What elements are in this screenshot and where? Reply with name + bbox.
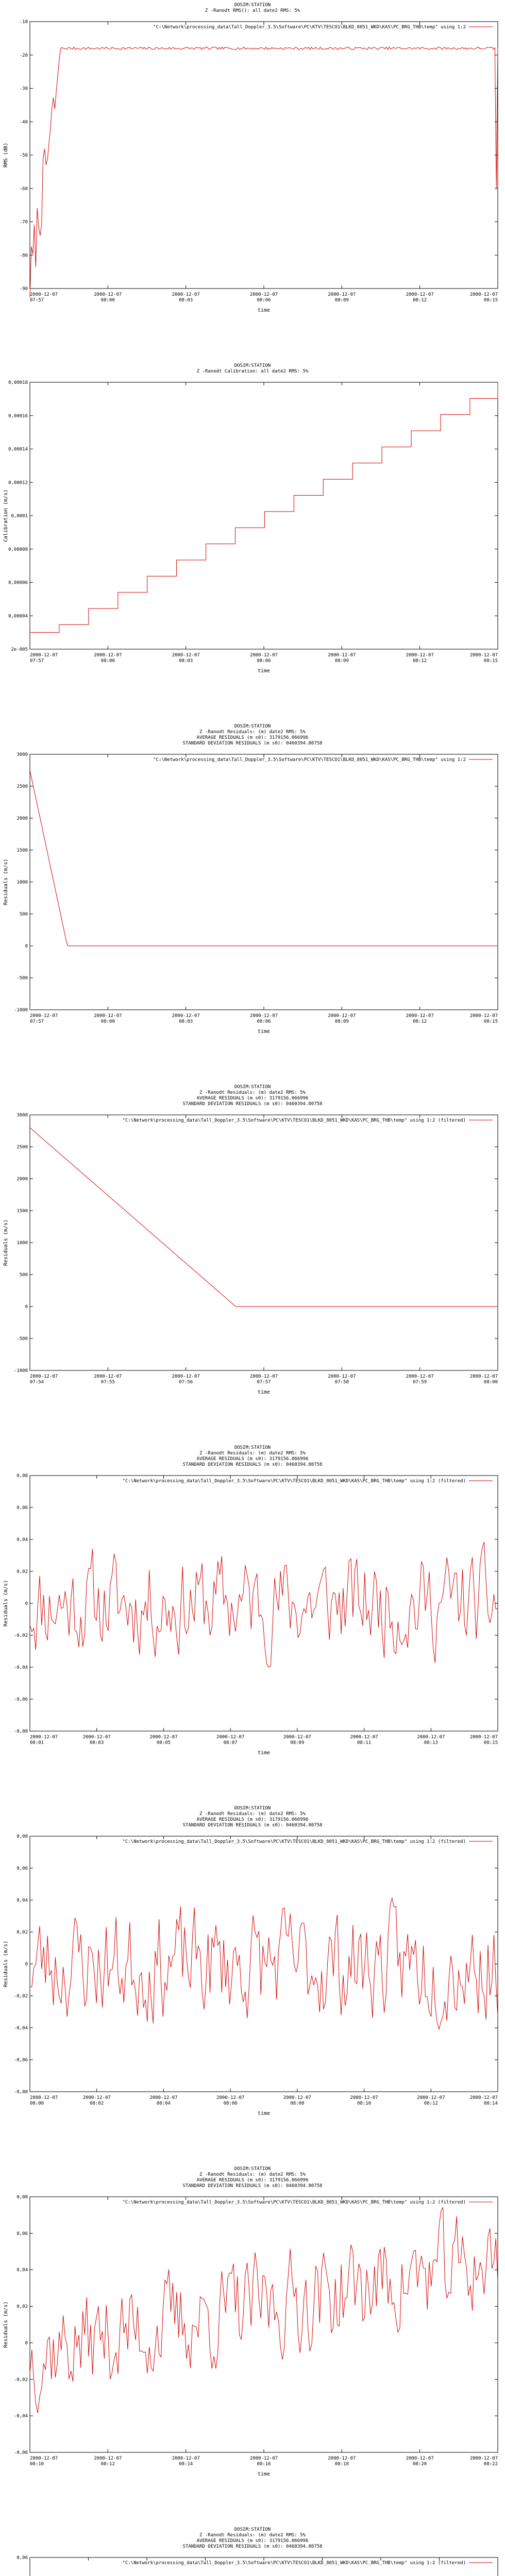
y-axis-label: RMS (dB) xyxy=(3,142,9,168)
series-line xyxy=(30,382,498,633)
x-tick-time: 08:15 xyxy=(483,1740,498,1745)
x-tick-time: 08:00 xyxy=(100,1019,115,1024)
x-tick-date: 2000-12-07 xyxy=(283,2095,311,2100)
y-tick-label: -0,04 xyxy=(13,2026,28,2031)
y-tick-label: -50 xyxy=(19,153,28,158)
y-tick-label: -30 xyxy=(19,86,28,92)
chart-title-line: DOSIM:STATION xyxy=(234,1806,271,1811)
series-line xyxy=(30,770,498,946)
x-tick-time: 08:01 xyxy=(30,1740,44,1745)
chart-8 xyxy=(0,2524,505,2576)
y-tick-label: 3000 xyxy=(16,1113,28,1118)
x-tick-date: 2000-12-07 xyxy=(469,292,498,297)
y-tick-label: -0,06 xyxy=(13,2450,28,2455)
x-tick-date: 2000-12-07 xyxy=(283,1735,311,1740)
y-tick-label: 500 xyxy=(19,912,28,917)
x-tick-time: 08:09 xyxy=(334,298,349,303)
x-tick-date: 2000-12-07 xyxy=(30,292,58,297)
chart-title-line: DOSIM:STATION xyxy=(234,363,271,368)
chart-title-line: AVERAGE RESIDUALS (m s0): 3179156.066996 xyxy=(196,1456,309,1462)
x-tick-time: 08:18 xyxy=(334,2462,349,2467)
x-tick-time: 08:03 xyxy=(179,1019,193,1024)
x-tick-time: 08:15 xyxy=(483,658,498,664)
y-tick-label: -0,04 xyxy=(13,2414,28,2419)
x-axis-label: time xyxy=(257,1389,271,1395)
x-tick-time: 08:03 xyxy=(90,1740,104,1745)
y-tick-label: -0,08 xyxy=(13,2090,28,2095)
x-tick-date: 2000-12-07 xyxy=(417,1735,445,1740)
y-tick-label: 0,06 xyxy=(16,2231,28,2236)
x-tick-date: 2000-12-07 xyxy=(406,653,434,658)
chart-title-line: DOSIM:STATION xyxy=(234,2527,271,2532)
x-tick-time: 08:14 xyxy=(483,2101,498,2106)
y-tick-label: -0,02 xyxy=(13,1633,28,1638)
y-tick-label: 0,02 xyxy=(16,1569,28,1574)
y-tick-label: 0,00008 xyxy=(8,547,28,552)
x-tick-date: 2000-12-07 xyxy=(82,1735,111,1740)
y-tick-label: -80 xyxy=(19,253,28,259)
y-tick-label: 0 xyxy=(25,1962,28,1967)
x-tick-date: 2000-12-07 xyxy=(249,1374,278,1379)
y-tick-label: 0,00006 xyxy=(8,580,28,586)
plot-frame xyxy=(30,754,498,1010)
x-tick-date: 2000-12-07 xyxy=(172,2456,200,2461)
y-tick-label: -90 xyxy=(19,286,28,292)
chart-title-line: DOSIM:STATION xyxy=(234,724,271,729)
x-tick-date: 2000-12-07 xyxy=(406,1374,434,1379)
x-tick-date: 2000-12-07 xyxy=(94,292,122,297)
y-tick-label: -0,06 xyxy=(13,2058,28,2063)
chart-title-line: AVERAGE RESIDUALS (m s0): 3179156.066996 xyxy=(196,2178,309,2183)
y-tick-label: -1000 xyxy=(13,1368,28,1374)
chart-title-line: DOSIM:STATION xyxy=(234,1445,271,1450)
x-tick-date: 2000-12-07 xyxy=(469,1013,498,1019)
x-tick-date: 2000-12-07 xyxy=(94,1374,122,1379)
chart-7 xyxy=(0,2164,505,2524)
chart-2 xyxy=(0,361,505,721)
x-tick-time: 08:05 xyxy=(156,1740,171,1745)
x-tick-date: 2000-12-07 xyxy=(469,2095,498,2100)
legend-label: "C:\Network\processing_data\Tall_Doppler_3.5\Software\PC\KTV\TESCO1\BLKD_8051_WKD\KAS\PC_BRG_THB\temp" using 1:2 (filtered) xyxy=(122,1118,466,1123)
y-axis-label: Residuals (m/s) xyxy=(3,858,9,906)
x-axis-label: time xyxy=(257,2111,271,2116)
y-tick-label: 0,04 xyxy=(16,1537,28,1543)
plot-frame xyxy=(30,2197,498,2452)
x-tick-date: 2000-12-07 xyxy=(82,2095,111,2100)
y-tick-label: 0,0001 xyxy=(11,514,28,519)
chart-title-line: Z -Ranodt RMS(): all date2 RMS: 5% xyxy=(205,8,300,13)
y-tick-label: 0,08 xyxy=(16,1473,28,1479)
chart-title-line: Z -Ranodt Residuals: (m) date2 RMS: 5% xyxy=(199,730,306,735)
x-axis-label: time xyxy=(257,668,271,674)
y-tick-label: 0,06 xyxy=(16,1505,28,1511)
y-tick-label: 0 xyxy=(25,1304,28,1310)
x-tick-date: 2000-12-07 xyxy=(406,2456,434,2461)
x-tick-date: 2000-12-07 xyxy=(94,1013,122,1019)
y-tick-label: 2500 xyxy=(16,784,28,789)
x-tick-date: 2000-12-07 xyxy=(30,1735,58,1740)
x-tick-date: 2000-12-07 xyxy=(350,1735,378,1740)
chart-title-line: Z -Ranodt Residuals: (m) date2 RMS: 5% xyxy=(199,2533,306,2538)
x-axis-label: time xyxy=(257,2471,271,2477)
series-line xyxy=(30,1898,498,2029)
y-tick-label: -0,02 xyxy=(13,2377,28,2383)
x-tick-date: 2000-12-07 xyxy=(328,653,356,658)
x-tick-date: 2000-12-07 xyxy=(172,653,200,658)
y-tick-label: 0,00018 xyxy=(8,380,28,385)
x-tick-date: 2000-12-07 xyxy=(469,653,498,658)
y-tick-label: -0,02 xyxy=(13,1994,28,1999)
series-line xyxy=(30,47,498,297)
x-tick-date: 2000-12-07 xyxy=(328,2456,356,2461)
x-axis-label: time xyxy=(257,308,271,313)
x-tick-date: 2000-12-07 xyxy=(94,2456,122,2461)
chart-6 xyxy=(0,1803,505,2164)
x-tick-date: 2000-12-07 xyxy=(350,2095,378,2100)
x-tick-time: 08:16 xyxy=(257,2462,271,2467)
series-line xyxy=(30,2208,498,2413)
x-tick-time: 07:57 xyxy=(30,658,44,664)
x-tick-date: 2000-12-07 xyxy=(328,292,356,297)
x-tick-time: 08:08 xyxy=(290,2101,305,2106)
y-axis-label: Residuals (m/s) xyxy=(3,1580,9,1627)
y-tick-label: 0 xyxy=(25,1601,28,1606)
y-axis-label: Residuals (m/s) xyxy=(3,1219,9,1266)
x-axis-label: time xyxy=(257,1029,271,1035)
y-tick-label: 500 xyxy=(19,1273,28,1278)
x-tick-date: 2000-12-07 xyxy=(149,1735,178,1740)
legend-label: "C:\Network\processing_data\Tall_Doppler_3.5\Software\PC\KTV\TESCO1\BLKD_8051_WKD\KAS\PC_BRG_THB\temp" using 1:2 xyxy=(153,757,466,762)
x-tick-time: 08:00 xyxy=(30,2101,44,2106)
y-tick-label: 2e-005 xyxy=(11,647,28,652)
x-tick-date: 2000-12-07 xyxy=(30,2456,58,2461)
y-tick-label: -40 xyxy=(19,120,28,125)
chart-title-line: STANDARD DEVIATION RESIDUALS (m s0): 0460394.80758 xyxy=(182,2183,323,2189)
chart-title-line: STANDARD DEVIATION RESIDUALS (m s0): 0460394.80758 xyxy=(182,1101,323,1107)
x-tick-date: 2000-12-07 xyxy=(149,2095,178,2100)
x-tick-time: 08:22 xyxy=(483,2462,498,2467)
x-tick-time: 08:04 xyxy=(156,2101,171,2106)
chart-title-line: Z -Ranodt Calibration: all date2 RMS: 5% xyxy=(196,369,309,374)
y-axis-label: Calibration (m/s) xyxy=(3,489,9,543)
y-tick-label: 0,00004 xyxy=(8,614,28,619)
x-tick-date: 2000-12-07 xyxy=(249,292,278,297)
y-tick-label: 0,00012 xyxy=(8,480,28,486)
x-tick-time: 08:09 xyxy=(334,658,349,664)
x-tick-date: 2000-12-07 xyxy=(249,1013,278,1019)
plot-frame xyxy=(30,22,498,289)
x-tick-date: 2000-12-07 xyxy=(328,1374,356,1379)
x-tick-date: 2000-12-07 xyxy=(172,1374,200,1379)
y-tick-label: 2500 xyxy=(16,1145,28,1150)
plot-frame xyxy=(30,1836,498,2092)
plot-frame xyxy=(30,1476,498,1731)
x-tick-date: 2000-12-07 xyxy=(172,292,200,297)
legend-label: "C:\Network\processing_data\Tall_Doppler_3.5\Software\PC\KTV\TESCO1\BLKD_8051_WKD\KAS\PC_BRG_THB\temp" using 1:2 xyxy=(153,25,466,30)
x-tick-time: 07:57 xyxy=(30,1019,44,1024)
x-tick-time: 08:03 xyxy=(179,658,193,664)
y-axis-label: Residuals (m/s) xyxy=(3,2301,9,2348)
x-tick-time: 08:00 xyxy=(483,1380,498,1385)
x-tick-time: 08:06 xyxy=(257,298,271,303)
chart-title-line: AVERAGE RESIDUALS (m s0): 3179156.066996 xyxy=(196,1096,309,1101)
x-tick-date: 2000-12-07 xyxy=(30,1013,58,1019)
x-tick-time: 08:00 xyxy=(100,298,115,303)
chart-4 xyxy=(0,1082,505,1443)
chart-title-line: STANDARD DEVIATION RESIDUALS (m s0): 0460394.80758 xyxy=(182,2544,323,2549)
x-tick-time: 08:06 xyxy=(257,1019,271,1024)
x-tick-time: 07:57 xyxy=(30,298,44,303)
chart-title-line: AVERAGE RESIDUALS (m s0): 3179156.066996 xyxy=(196,1817,309,1822)
x-tick-date: 2000-12-07 xyxy=(328,1013,356,1019)
chart-title-line: Z -Ranodt Residuals: (m) date2 RMS: 5% xyxy=(199,2172,306,2177)
x-tick-date: 2000-12-07 xyxy=(469,2456,498,2461)
chart-title-line: AVERAGE RESIDUALS (m s0): 3179156.066996 xyxy=(196,735,309,740)
legend-label: "C:\Network\processing_data\Tall_Doppler_3.5\Software\PC\KTV\TESCO1\BLKD_8051_WKD\KAS\PC_BRG_THB\temp" using 1:2 (filtered) xyxy=(122,2200,466,2205)
y-tick-label: -500 xyxy=(16,976,28,981)
x-tick-time: 08:15 xyxy=(483,298,498,303)
y-tick-label: 0,08 xyxy=(16,2195,28,2200)
y-tick-label: 0,06 xyxy=(16,2555,28,2561)
y-tick-label: -1000 xyxy=(13,1008,28,1013)
chart-3 xyxy=(0,721,505,1082)
chart-1 xyxy=(0,0,505,361)
x-tick-time: 08:00 xyxy=(100,658,115,664)
y-tick-label: 0,02 xyxy=(16,1930,28,1935)
x-tick-time: 08:09 xyxy=(290,1740,305,1745)
x-tick-date: 2000-12-07 xyxy=(417,2095,445,2100)
chart-title-line: DOSIM:STATION xyxy=(234,2166,271,2172)
x-tick-time: 08:03 xyxy=(179,298,193,303)
y-tick-label: -0,08 xyxy=(13,1729,28,1734)
y-tick-label: 1000 xyxy=(16,880,28,885)
y-tick-label: -60 xyxy=(19,186,28,192)
x-tick-time: 07:54 xyxy=(30,1380,44,1385)
y-tick-label: 0,00014 xyxy=(8,447,28,452)
y-tick-label: 2000 xyxy=(16,1177,28,1182)
x-tick-date: 2000-12-07 xyxy=(172,1013,200,1019)
x-tick-time: 08:07 xyxy=(223,1740,238,1745)
y-tick-label: -500 xyxy=(16,1336,28,1342)
x-tick-date: 2000-12-07 xyxy=(249,2456,278,2461)
y-tick-label: 0 xyxy=(25,944,28,949)
chart-5 xyxy=(0,1443,505,1803)
x-tick-time: 07:56 xyxy=(179,1380,193,1385)
y-tick-label: 0 xyxy=(25,2341,28,2346)
y-tick-label: 0,02 xyxy=(16,2304,28,2310)
x-tick-date: 2000-12-07 xyxy=(469,1735,498,1740)
x-tick-time: 08:11 xyxy=(357,1740,372,1745)
chart-title-line: STANDARD DEVIATION RESIDUALS (m s0): 0460394.80758 xyxy=(182,741,323,746)
chart-title-line: STANDARD DEVIATION RESIDUALS (m s0): 0460394.80758 xyxy=(182,1823,323,1828)
x-tick-date: 2000-12-07 xyxy=(216,1735,245,1740)
x-axis-label: time xyxy=(257,1750,271,1756)
x-tick-time: 08:12 xyxy=(413,1019,427,1024)
x-tick-time: 08:09 xyxy=(334,1019,349,1024)
x-tick-time: 08:12 xyxy=(100,2462,115,2467)
legend-label: "C:\Network\processing_data\Tall_Doppler_3.5\Software\PC\KTV\TESCO1\BLKD_8051_WKD\KAS\PC_BRG_THB\temp" using 1:2 (filtered) xyxy=(122,2561,466,2566)
x-tick-date: 2000-12-07 xyxy=(406,292,434,297)
x-tick-time: 08:15 xyxy=(483,1019,498,1024)
y-tick-label: -0,06 xyxy=(13,1697,28,1702)
y-tick-label: 1500 xyxy=(16,1209,28,1214)
x-tick-time: 08:13 xyxy=(424,1740,438,1745)
y-tick-label: -20 xyxy=(19,53,28,58)
x-tick-time: 08:10 xyxy=(357,2101,372,2106)
x-tick-time: 07:55 xyxy=(100,1380,115,1385)
chart-title-line: Z -Ranodt Residuals: (m) date2 RMS: 5% xyxy=(199,1811,306,1817)
x-tick-date: 2000-12-07 xyxy=(30,653,58,658)
y-tick-label: -70 xyxy=(19,219,28,225)
x-tick-time: 08:02 xyxy=(90,2101,104,2106)
x-tick-time: 08:06 xyxy=(223,2101,238,2106)
x-tick-date: 2000-12-07 xyxy=(30,2095,58,2100)
x-tick-time: 08:12 xyxy=(413,298,427,303)
x-tick-date: 2000-12-07 xyxy=(249,653,278,658)
x-tick-time: 08:10 xyxy=(30,2462,44,2467)
chart-title-line: Z -Ranodt Residuals: (m) date2 RMS: 5% xyxy=(199,1090,306,1095)
y-tick-label: 1000 xyxy=(16,1241,28,1246)
series-line xyxy=(30,1542,498,1667)
x-tick-date: 2000-12-07 xyxy=(30,1374,58,1379)
x-tick-time: 08:12 xyxy=(424,2101,438,2106)
x-tick-time: 08:20 xyxy=(413,2462,427,2467)
chart-title-line: Z -Ranodt Residuals: (m) date2 RMS: 5% xyxy=(199,1451,306,1456)
legend-label: "C:\Network\processing_data\Tall_Doppler_3.5\Software\PC\KTV\TESCO1\BLKD_8051_WKD\KAS\PC_BRG_THB\temp" using 1:2 (filtered) xyxy=(122,1839,466,1844)
y-tick-label: 0,04 xyxy=(16,1898,28,1903)
x-tick-time: 08:14 xyxy=(179,2462,193,2467)
x-tick-time: 07:57 xyxy=(257,1380,271,1385)
chart-title-line: AVERAGE RESIDUALS (m s0): 3179156.066996 xyxy=(196,2538,309,2544)
x-tick-time: 08:12 xyxy=(413,658,427,664)
y-tick-label: 3000 xyxy=(16,752,28,757)
y-axis-label: Residuals (m/s) xyxy=(3,1940,9,1988)
plot-frame xyxy=(30,1115,498,1370)
x-tick-date: 2000-12-07 xyxy=(469,1374,498,1379)
legend-label: "C:\Network\processing_data\Tall_Doppler_3.5\Software\PC\KTV\TESCO1\BLKD_8051_WKD\KAS\PC_BRG_THB\temp" using 1:2 (filtered) xyxy=(122,1479,466,1484)
x-tick-time: 07:58 xyxy=(334,1380,349,1385)
y-tick-label: -10 xyxy=(19,20,28,25)
x-tick-time: 07:59 xyxy=(413,1380,427,1385)
y-tick-label: 1500 xyxy=(16,848,28,853)
y-tick-label: 2000 xyxy=(16,816,28,821)
y-tick-label: 0,08 xyxy=(16,1834,28,1839)
series-line xyxy=(30,1128,498,1307)
y-tick-label: 0,04 xyxy=(16,2267,28,2273)
chart-title-line: DOSIM:STATION xyxy=(234,1084,271,1090)
x-tick-date: 2000-12-07 xyxy=(94,653,122,658)
y-tick-label: 0,00016 xyxy=(8,413,28,419)
y-tick-label: 0,06 xyxy=(16,1866,28,1871)
y-tick-label: -0,04 xyxy=(13,1665,28,1670)
x-tick-date: 2000-12-07 xyxy=(216,2095,245,2100)
x-tick-date: 2000-12-07 xyxy=(406,1013,434,1019)
chart-title-line: DOSIM:STATION xyxy=(234,3,271,8)
x-tick-time: 08:06 xyxy=(257,658,271,664)
chart-title-line: STANDARD DEVIATION RESIDUALS (m s0): 0460394.80758 xyxy=(182,1462,323,1467)
plot-frame xyxy=(30,382,498,649)
